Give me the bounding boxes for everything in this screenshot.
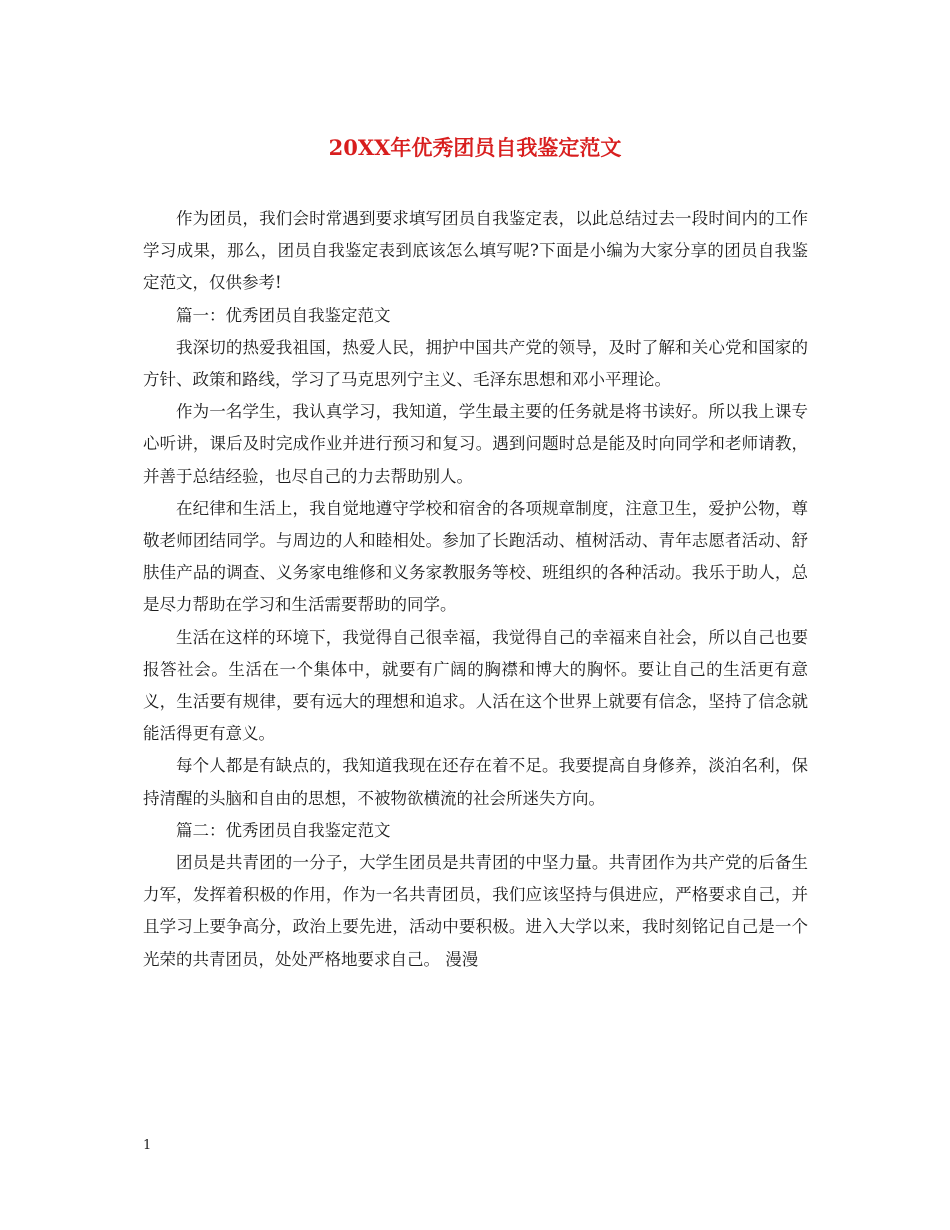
page-number: 1 <box>143 1138 152 1153</box>
paragraph: 团员是共青团的一分子，大学生团员是共青团的中坚力量。共青团作为共产党的后备生力军，发挥着积极的作用，作为一名共青团员，我们应该坚持与俱进应，严格要求自己，并且学习上要争高分，政治上要先进，活动中要积极。进入大学以来，我时刻铭记自己是一个光荣的共青团员，处处严格地要求自己。 漫漫 <box>143 853 808 969</box>
document-body <box>143 203 808 976</box>
document-title: 20XX年优秀团员自我鉴定范文 <box>328 135 622 160</box>
section-heading-1: 篇一：优秀团员自我鉴定范文 <box>176 305 391 325</box>
paragraph: 在纪律和生活上，我自觉地遵守学校和宿舍的各项规章制度，注意卫生，爱护公物，尊敬老师团结同学。与周边的人和睦相处。参加了长跑活动、植树活动、青年志愿者活动、舒肤佳产品的调查、义务家电维修和义务家教服务等校、班组织的各种活动。我乐于助人，总是尽力帮助在学习和生活需要帮助的同学。 <box>143 498 808 615</box>
paragraph: 作为一名学生，我认真学习，我知道，学生最主要的任务就是将书读好。所以我上课专心听讲，课后及时完成作业并进行预习和复习。遇到问题时总是能及时向同学和老师请教，并善于总结经验，也尽自己的力去帮助别人。 <box>143 402 808 486</box>
paragraph: 生活在这样的环境下，我觉得自己很幸福，我觉得自己的幸福来自社会，所以自己也要报答社会。生活在一个集体中，就要有广阔的胸襟和博大的胸怀。要让自己的生活更有意义，生活要有规律，要有远大的理想和追求。人活在这个世界上就要有信念，坚持了信念就能活得更有意义。 <box>143 627 808 744</box>
paragraph: 每个人都是有缺点的，我知道我现在还存在着不足。我要提高自身修养，淡泊名利，保持清醒的头脑和自由的思想，不被物欲横流的社会所迷失方向。 <box>143 756 808 808</box>
section-heading-2: 篇二：优秀团员自我鉴定范文 <box>176 820 391 840</box>
paragraph-intro: 作为团员，我们会时常遇到要求填写团员自我鉴定表，以此总结过去一段时间内的工作学习成果，那么，团员自我鉴定表到底该怎么填写呢?下面是小编为大家分享的团员自我鉴定范文，仅供参考! <box>143 209 808 293</box>
paragraph: 我深切的热爱我祖国，热爱人民，拥护中国共产党的领导，及时了解和关心党和国家的方针、政策和路线，学习了马克思列宁主义、毛泽东思想和邓小平理论。 <box>143 337 808 390</box>
